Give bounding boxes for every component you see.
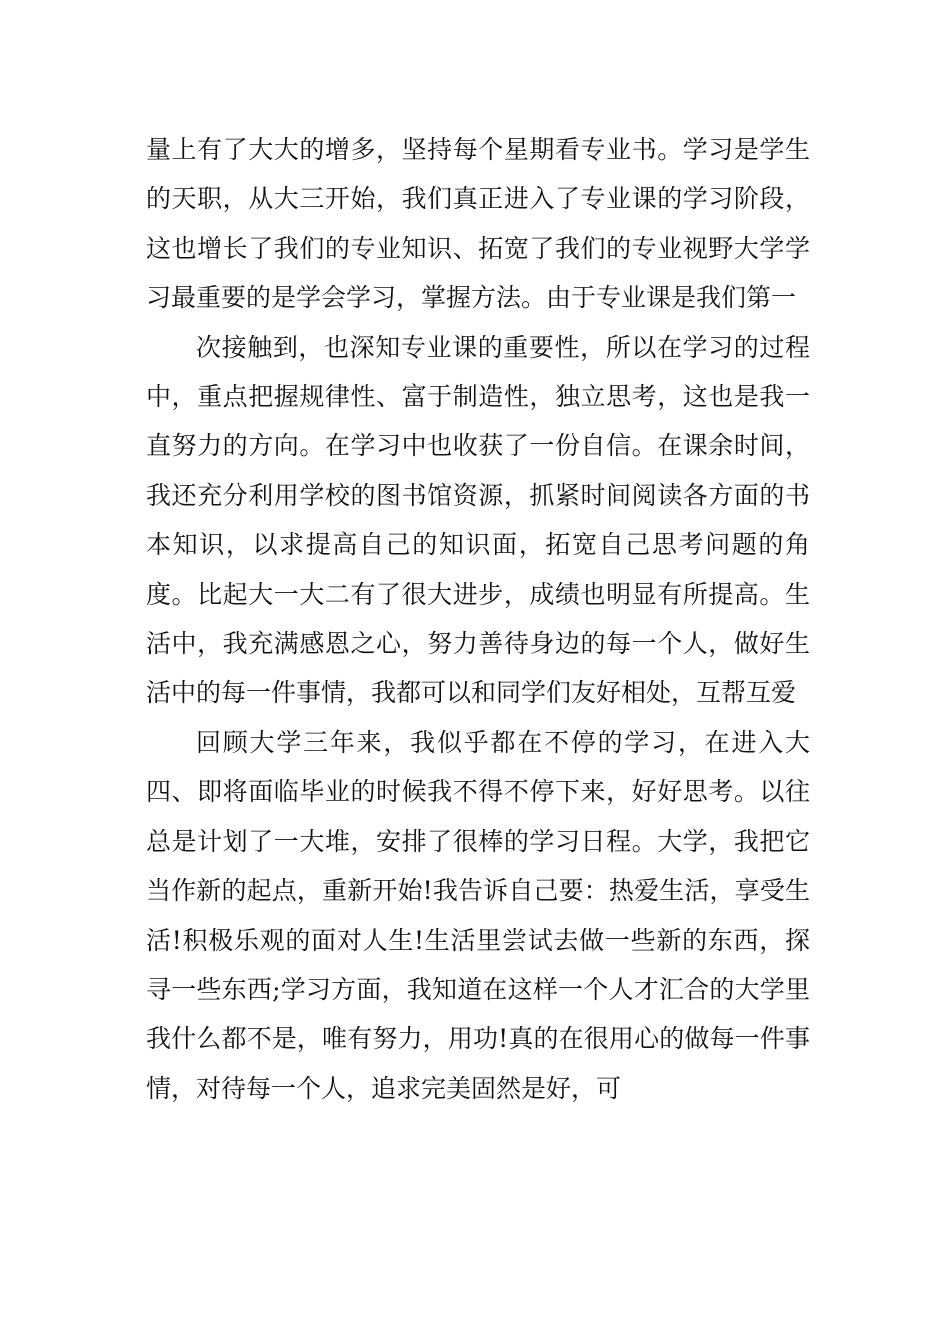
document-body <box>146 125 810 1113</box>
paragraph-2: 次接触到，也深知专业课的重要性，所以在学习的过程中，重点把握规律性、富于制造性，独立思考，这也是我一直努力的方向。在学习中也收获了一份自信。在课余时间，我还充分利用学校的图书馆资源，抓紧时间阅读各方面的书本知识，以求提高自己的知识面，拓宽自己思考问题的角度。比起大一大二有了很大进步，成绩也明显有所提高。生活中，我充满感恩之心，努力善待身边的每一个人，做好生活中的每一件事情，我都可以和同学们友好相处，互帮互爱 <box>146 332 810 708</box>
paragraph-1: 量上有了大大的增多，坚持每个星期看专业书。学习是学生的天职，从大三开始，我们真正进入了专业课的学习阶段，这也增长了我们的专业知识、拓宽了我们的专业视野大学学习最重要的是学会学习，掌握方法。由于专业课是我们第一 <box>146 135 810 313</box>
paragraph-3: 回顾大学三年来，我似乎都在不停的学习，在进入大四、即将面临毕业的时候我不得不停下来，好好思考。以往总是计划了一大堆，安排了很棒的学习日程。大学，我把它当作新的起点，重新开始!我告诉自己要：热爱生活，享受生活!积极乐观的面对人生!生活里尝试去做一些新的东西，探寻一些东西;学习方面，我知道在这样一个人才汇合的大学里我什么都不是，唯有努力，用功!真的在很用心的做每一件事情，对待每一个人，追求完美固然是好，可 <box>146 727 810 1103</box>
